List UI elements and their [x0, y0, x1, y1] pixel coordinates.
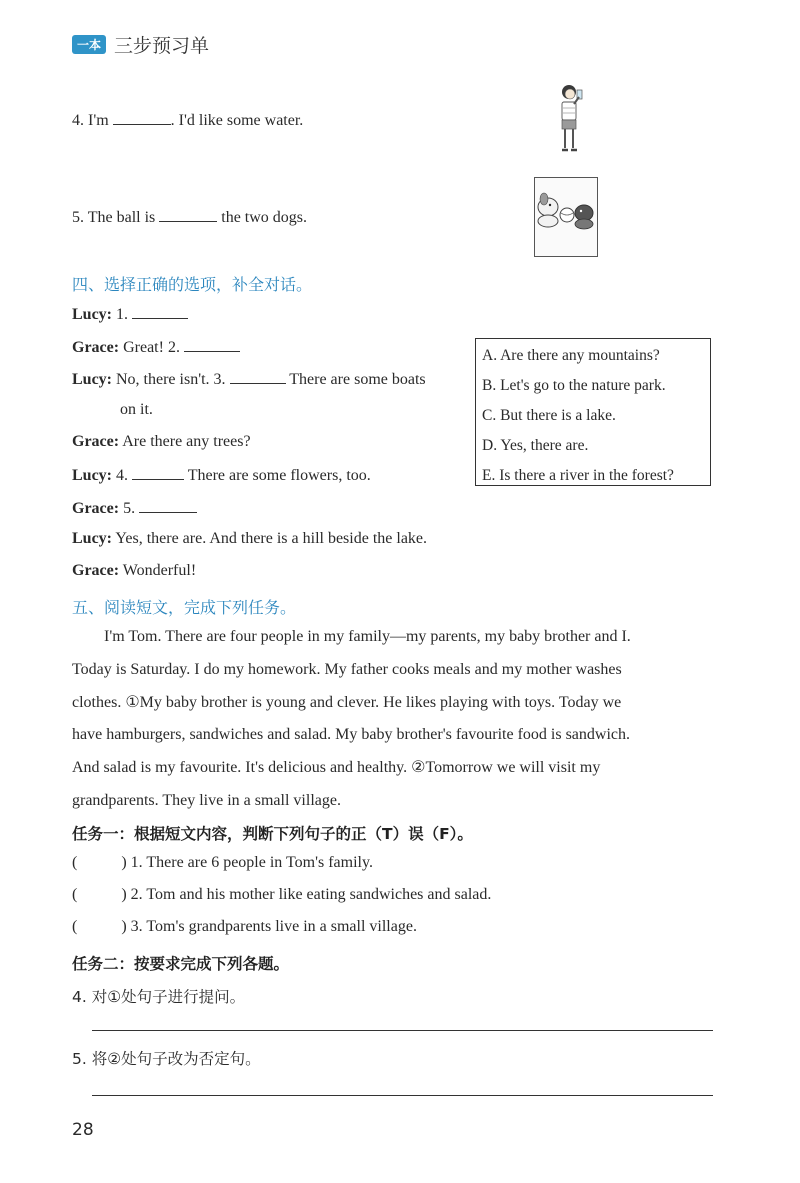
tf-statement: 1. There are 6 people in Tom's family. [130, 854, 373, 871]
answer-bracket-close: ) [121, 918, 127, 935]
answer-bracket-close: ) [121, 886, 127, 903]
passage-line-2: Today is Saturday. I do my homework. My father cooks meals and my mother washes [72, 661, 622, 678]
passage-line-3: clothes. ①My baby brother is young and clever. He likes playing with toys. Today we [72, 694, 622, 711]
dialogue-line-8 [72, 562, 196, 580]
answer-bracket-open[interactable]: ( [72, 918, 78, 935]
dialogue-text: No, there isn't. 3. [116, 371, 226, 388]
passage-line-1: I'm Tom. There are four people in my family—my parents, my baby brother and I. [104, 628, 631, 645]
answer-bracket-close: ) [121, 854, 127, 871]
dialogue-text: Great! 2. [123, 339, 180, 356]
dialogue-text: 1. [116, 306, 128, 323]
dialogue-text: Wonderful! [122, 562, 197, 579]
question-4 [72, 110, 303, 130]
speaker-label: Grace: [72, 339, 120, 356]
dialogue-line-3 [72, 369, 426, 389]
task-2-question-5: 5. 将②处句子改为否定句。 [72, 1050, 261, 1068]
task-2-title: 任务二：按要求完成下列各题。 [72, 955, 290, 973]
answer-line-5[interactable] [92, 1095, 713, 1096]
section-5-title: 五、阅读短文，完成下列任务。 [72, 598, 297, 617]
dialogue-line-3-cont [120, 401, 153, 419]
answer-line-4[interactable] [92, 1030, 713, 1031]
page-number: 28 [72, 1120, 94, 1140]
option-b: B. Let's go to the nature park. [482, 377, 666, 394]
passage-line-6: grandparents. They live in a small village. [72, 792, 341, 809]
answer-blank[interactable] [113, 110, 171, 125]
question-text: 4. I'm [72, 112, 109, 129]
question-text: the two dogs. [221, 209, 308, 226]
answer-blank[interactable] [230, 369, 286, 384]
option-c: C. But there is a lake. [482, 407, 616, 424]
dialogue-text: 4. [116, 467, 128, 484]
dialogue-line-7 [72, 530, 427, 548]
answer-blank[interactable] [132, 304, 188, 319]
tf-statement: 2. Tom and his mother like eating sandwiches and salad. [130, 886, 492, 903]
speaker-label: Grace: [72, 562, 120, 579]
options-box [475, 338, 711, 486]
question-text: 5. The ball is [72, 209, 156, 226]
dialogue-line-4 [72, 433, 251, 451]
dialogue-text: Are there any trees? [122, 433, 251, 450]
option-d: D. Yes, there are. [482, 437, 589, 454]
question-5 [72, 207, 307, 227]
dialogue-text: There are some boats [289, 371, 426, 388]
option-e: E. Is there a river in the forest? [482, 467, 674, 484]
task-1-title: 任务一：根据短文内容，判断下列句子的正（T）误（F）。 [72, 825, 473, 843]
answer-bracket-open[interactable]: ( [72, 886, 78, 903]
dialogue-text: There are some flowers, too. [187, 467, 371, 484]
task-2-question-4: 4. 对①处句子进行提问。 [72, 988, 246, 1006]
speaker-label: Lucy: [72, 306, 112, 323]
answer-blank[interactable] [139, 498, 197, 513]
dialogue-line-2 [72, 337, 240, 357]
dialogue-line-5 [72, 465, 371, 485]
tf-statement: 3. Tom's grandparents live in a small village. [130, 918, 417, 935]
speaker-label: Lucy: [72, 530, 112, 547]
speaker-label: Grace: [72, 433, 120, 450]
answer-bracket-open[interactable]: ( [72, 854, 78, 871]
speaker-label: Lucy: [72, 371, 112, 388]
boy-drinking-picture [552, 82, 592, 158]
section-4-title: 四、选择正确的选项，补全对话。 [72, 275, 313, 294]
dialogue-line-1 [72, 304, 188, 324]
speaker-label: Grace: [72, 500, 120, 517]
header-title: 三步预习单 [114, 34, 210, 57]
tf-item-3 [72, 918, 417, 936]
tf-item-2 [72, 886, 491, 904]
option-a: A. Are there any mountains? [482, 347, 660, 364]
question-text: . I'd like some water. [170, 112, 304, 129]
answer-blank[interactable] [132, 465, 184, 480]
dialogue-text: on it. [120, 401, 153, 418]
tf-item-1 [72, 854, 373, 872]
speaker-label: Lucy: [72, 467, 112, 484]
passage-line-5: And salad is my favourite. It's delicious and healthy. ②Tomorrow we will visit my [72, 759, 601, 776]
dialogue-text: 5. [123, 500, 136, 517]
passage-line-4: have hamburgers, sandwiches and salad. My baby brother's favourite food is sandwich. [72, 726, 630, 743]
page-header [72, 30, 209, 58]
dialogue-line-6 [72, 498, 197, 518]
brand-logo: 一本 [72, 35, 106, 54]
dogs-and-ball-picture [534, 177, 598, 257]
dialogue-text: Yes, there are. And there is a hill beside the lake. [115, 530, 428, 547]
answer-blank[interactable] [184, 337, 240, 352]
answer-blank[interactable] [159, 207, 217, 222]
